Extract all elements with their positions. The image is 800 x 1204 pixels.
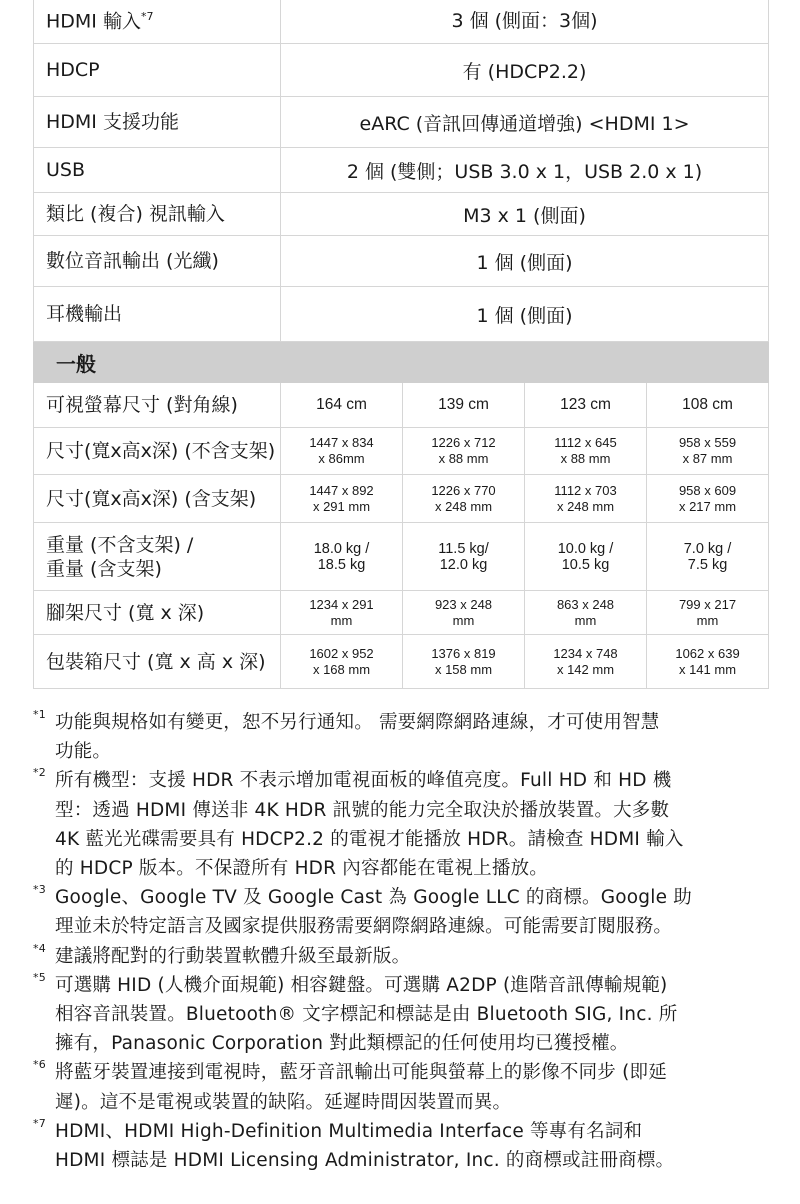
row-value: 1 個 (側面) (281, 236, 769, 287)
row-label: 類比 (複合) 視訊輸入 (34, 193, 281, 236)
footnote-marker: *7 (33, 1116, 46, 1130)
footnote-3: *3 Google、Google TV 及 Google Cast 為 Google LLC 的商標。Google 助 理並未於特定語言及國家提供服務需要網際網路連線。可能需要訂閱服務。 (33, 883, 773, 941)
row-label: 腳架尺寸 (寬 x 深) (34, 591, 281, 635)
row-value: eARC (音訊回傳通道增強) <HDMI 1> (281, 97, 769, 148)
row-value: 1602 x 952 x 168 mm (281, 635, 403, 689)
row-value: 164 cm (281, 383, 403, 428)
row-value: 1226 x 770 x 248 mm (403, 475, 525, 523)
row-label: 數位音訊輸出 (光纖) (34, 236, 281, 287)
row-value: M3 x 1 (側面) (281, 193, 769, 236)
row-value: 有 (HDCP2.2) (281, 44, 769, 97)
footnote-marker: *3 (33, 883, 46, 897)
row-value: 1062 x 639 x 141 mm (647, 635, 769, 689)
row-label: 重量 (不含支架) / 重量 (含支架) (34, 523, 281, 591)
row-value: 799 x 217 mm (647, 591, 769, 635)
footnote-marker: *6 (33, 1058, 46, 1072)
row-label: 尺寸(寬x高x深) (不含支架) (34, 428, 281, 475)
row-value: 11.5 kg/ 12.0 kg (403, 523, 525, 591)
spec-row-optical (34, 236, 769, 287)
row-value: 958 x 559 x 87 mm (647, 428, 769, 475)
spec-row-dimensions-with-stand (34, 475, 769, 523)
spec-row-screen-size (34, 383, 769, 428)
footnote-1: *1 功能與規格如有變更，恕不另行通知。 需要網際網路連線，才可使用智慧 功能。 (33, 708, 773, 766)
footnote-2: *2 所有機型：支援 HDR 不表示增加電視面板的峰值亮度。Full HD 和 HD 機 型：透過 HDMI 傳送非 4K HDR 訊號的能力完全取決於播放裝置。大多數 4K 藍光光碟需要具有 HDCP2.2 的電視才能播放 HDR。請檢查 HDMI 輸入 的 HDCP 版本。不保證所有 HDR 內容都能在電視上播放。 (33, 766, 773, 883)
row-value: 958 x 609 x 217 mm (647, 475, 769, 523)
row-label: HDMI 支援功能 (34, 97, 281, 148)
spec-row-package-size (34, 635, 769, 689)
row-value: 139 cm (403, 383, 525, 428)
row-value: 2 個 (雙側；USB 3.0 x 1，USB 2.0 x 1) (281, 148, 769, 193)
spec-row-hdcp (34, 44, 769, 97)
row-value: 1376 x 819 x 158 mm (403, 635, 525, 689)
spec-row-headphone (34, 287, 769, 342)
row-value: 18.0 kg / 18.5 kg (281, 523, 403, 591)
row-value: 923 x 248 mm (403, 591, 525, 635)
row-value: 863 x 248 mm (525, 591, 647, 635)
spec-row-hdmi-input (34, 0, 769, 44)
row-value: 7.0 kg / 7.5 kg (647, 523, 769, 591)
row-value: 3 個 (側面：3個) (281, 0, 769, 44)
row-value: 1234 x 748 x 142 mm (525, 635, 647, 689)
footnote-ref: *7 (140, 9, 154, 23)
row-value: 123 cm (525, 383, 647, 428)
row-value: 1112 x 703 x 248 mm (525, 475, 647, 523)
spec-row-usb (34, 148, 769, 193)
row-value: 1226 x 712 x 88 mm (403, 428, 525, 475)
footnote-marker: *4 (33, 941, 46, 955)
footnote-6: *6 將藍牙裝置連接到電視時，藍牙音訊輸出可能與螢幕上的影像不同步 (即延 遲)。這不是電視或裝置的缺陷。延遲時間因裝置而異。 (33, 1058, 773, 1116)
footnote-5: *5 可選購 HID (人機介面規範) 相容鍵盤。可選購 A2DP (進階音訊傳輸規範) 相容音訊裝置。Bluetooth® 文字標記和標誌是由 Bluetooth SIG, Inc. 所 擁有，Panasonic Corporation 對此類標記的任何使用均已獲授權。 (33, 971, 773, 1059)
row-value: 1112 x 645 x 88 mm (525, 428, 647, 475)
row-value: 1 個 (側面) (281, 287, 769, 342)
row-label: HDMI 輸入$^{*7}$ (34, 0, 281, 44)
row-label: 可視螢幕尺寸 (對角線) (34, 383, 281, 428)
row-label: 耳機輸出 (34, 287, 281, 342)
section-general (34, 342, 769, 383)
footnotes (33, 708, 773, 1175)
spec-row-hdmi-features (34, 97, 769, 148)
row-value: 108 cm (647, 383, 769, 428)
row-label: 尺寸(寬x高x深) (含支架) (34, 475, 281, 523)
spec-row-stand-size (34, 591, 769, 635)
footnote-marker: *5 (33, 970, 46, 984)
row-value: 1447 x 892 x 291 mm (281, 475, 403, 523)
section-title: 一般 (34, 342, 769, 383)
row-value: 1447 x 834 x 86mm (281, 428, 403, 475)
row-value: 10.0 kg / 10.5 kg (525, 523, 647, 591)
spec-row-weight (34, 523, 769, 591)
footnote-7: *7 HDMI、HDMI High-Definition Multimedia Interface 等專有名詞和 HDMI 標誌是 HDMI Licensing Administrator, Inc. 的商標或註冊商標。 (33, 1117, 773, 1175)
row-value: 1234 x 291 mm (281, 591, 403, 635)
row-label: 包裝箱尺寸 (寬 x 高 x 深) (34, 635, 281, 689)
spec-table (33, 0, 769, 689)
row-label: USB (34, 148, 281, 193)
footnote-marker: *1 (33, 708, 46, 721)
spec-row-composite (34, 193, 769, 236)
footnote-4: *4 建議將配對的行動裝置軟體升級至最新版。 (33, 942, 773, 971)
spec-row-dimensions-without-stand (34, 428, 769, 475)
footnote-marker: *2 (33, 766, 46, 780)
row-label: HDCP (34, 44, 281, 97)
